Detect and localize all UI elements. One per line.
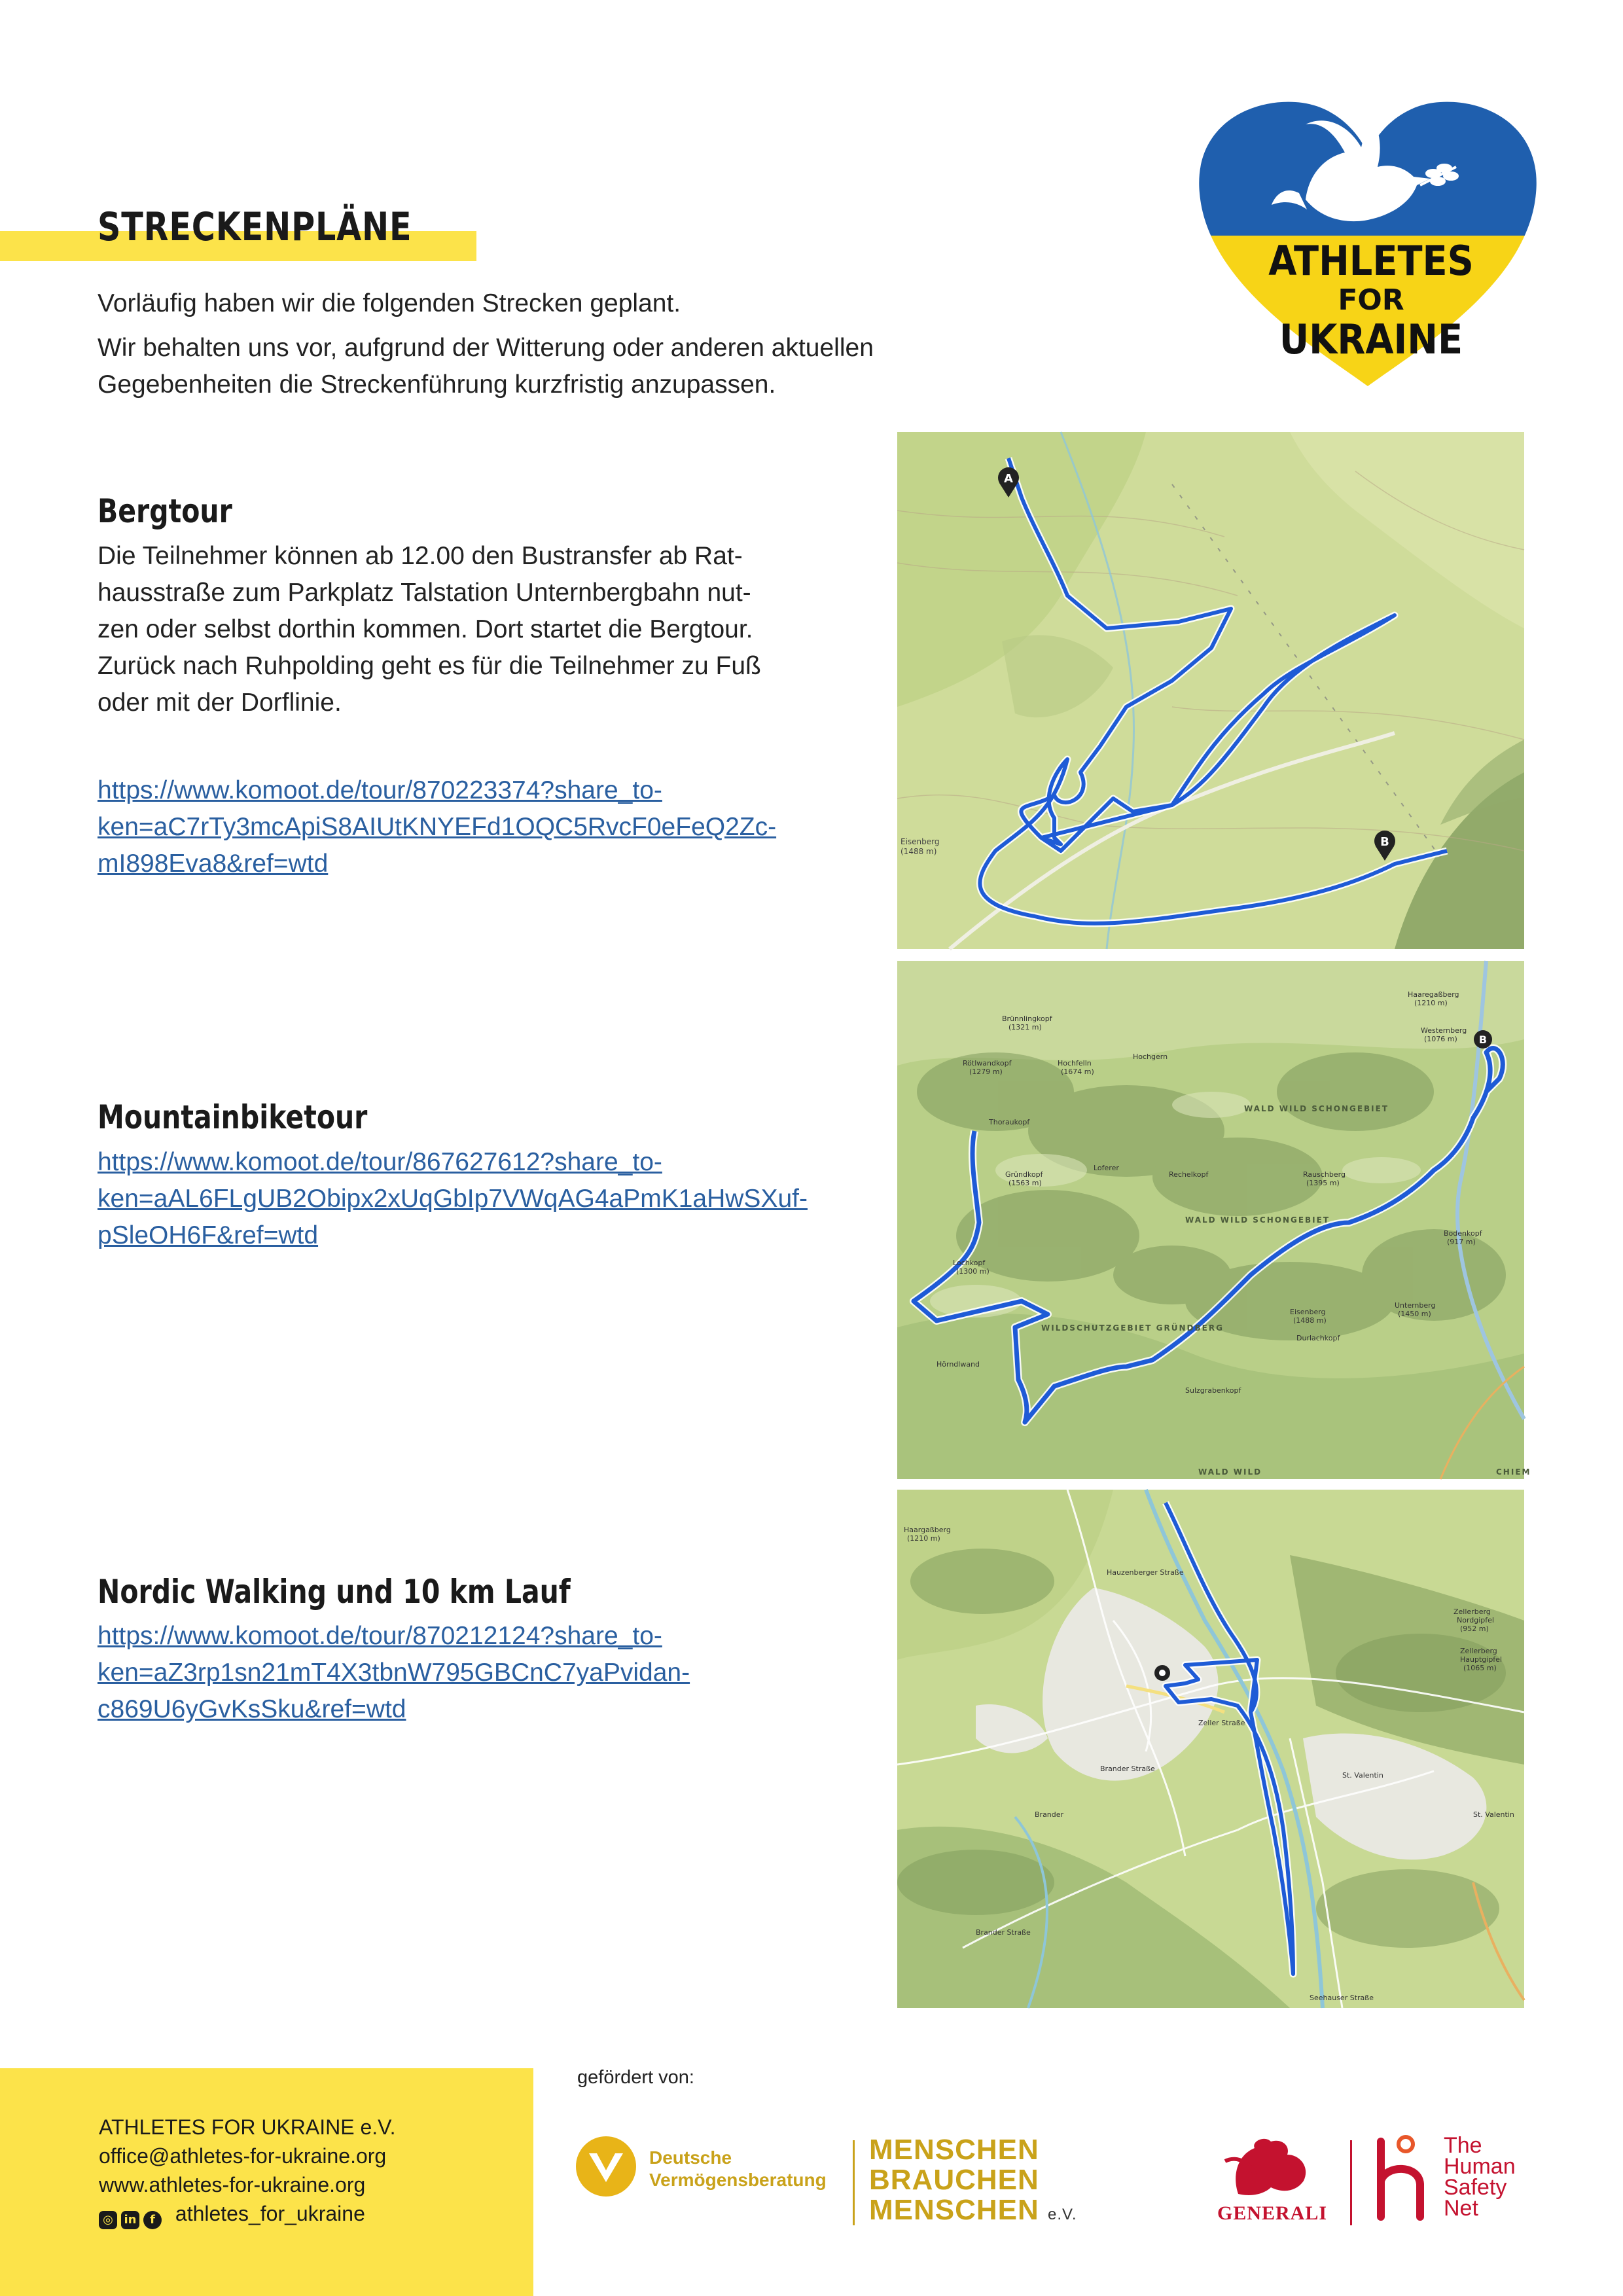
map3-label: (952 m) [1460, 1624, 1489, 1633]
logo-line3: UKRAINE [1279, 315, 1463, 363]
nordic-walking-link[interactable] [98, 1618, 690, 1728]
map2-label: (1321 m) [1008, 1023, 1042, 1031]
bergtour-line: oder mit der Dorflinie. [98, 689, 342, 717]
map2-label: Hochgern [1133, 1052, 1168, 1061]
svg-text:B: B [1478, 1033, 1488, 1046]
map3-label: Hauzenberger Straße [1107, 1568, 1184, 1577]
svg-text:B: B [1380, 835, 1389, 849]
footer-web[interactable]: www.athletes-for-ukraine.org [99, 2173, 366, 2197]
mountainbike-link-line[interactable]: https://www.komoot.de/tour/867627612?share_to- [98, 1148, 662, 1176]
map2-zone: CHIEM [1496, 1467, 1531, 1477]
map3-label: Brander [1035, 1810, 1064, 1819]
dvag-logo-text: Deutsche Vermögensberatung [649, 2147, 827, 2190]
bergtour-link[interactable] [98, 772, 776, 882]
map-bergtour [897, 432, 1524, 949]
nordic-walking-link-line[interactable]: ken=aZ3rp1sn21mT4X3tbnW795GBCnC7yaPvidan- [98, 1659, 690, 1687]
map3-label: (1210 m) [907, 1534, 940, 1543]
instagram-icon[interactable]: ◎ [99, 2211, 117, 2229]
footer-org: ATHLETES FOR UKRAINE e.V. [99, 2115, 396, 2139]
map2-label: Loferer [1094, 1164, 1119, 1172]
human-safety-net-text: The Human Safety Net [1444, 2133, 1516, 2221]
sponsors-label: gefördert von: [577, 2067, 694, 2088]
bergtour-line: hausstraße zum Parkplatz Talstation Unternbergbahn nut- [98, 579, 751, 607]
mountainbike-link[interactable] [98, 1144, 808, 1254]
map2-label: Hochfelln [1058, 1059, 1092, 1067]
bergtour-link-line[interactable]: ken=aC7rTy3mcApiS8AIUtKNYEFd1OQC5RvcF0eFeQ2Zc- [98, 813, 777, 841]
map-nordic-walking [897, 1490, 1524, 2008]
map2-label: (1488 m) [1293, 1316, 1327, 1325]
dvag-logo-icon [575, 2135, 637, 2198]
map2-label: Sulzgrabenkopf [1185, 1386, 1241, 1395]
footer-social-row [99, 2199, 395, 2229]
mountainbike-link-line[interactable]: ken=aAL6FLgUB2Obipx2xUqGbIp7VWqAG4aPmK1aHwSXuf- [98, 1185, 808, 1213]
intro-line: Vorläufig haben wir die folgenden Strecken geplant. [98, 289, 681, 317]
map3-label: Seehauser Straße [1310, 1994, 1374, 2002]
page-title: STRECKENPLÄNE [98, 204, 412, 250]
map3-label: Brander Straße [1100, 1765, 1155, 1773]
map2-label: (1450 m) [1398, 1310, 1431, 1318]
mbm-logo-text: MENSCHEN BRAUCHEN MENSCHEN e.V. [869, 2134, 1077, 2226]
map3-label: Brander Straße [976, 1928, 1031, 1937]
svg-text:A: A [1004, 472, 1013, 486]
map2-label: Brünnlingkopf [1002, 1014, 1052, 1023]
map2-label: Haaregaßberg [1408, 990, 1459, 999]
footer-contact-box [0, 2068, 533, 2296]
section-heading-bergtour: Bergtour [98, 492, 232, 530]
linkedin-icon[interactable]: in [121, 2211, 139, 2229]
map2-label: Bodenkopf [1444, 1229, 1482, 1238]
intro-line: Wir behalten uns vor, aufgrund der Witterung oder anderen aktuellen [98, 334, 874, 362]
map3-label: Zellerberg [1454, 1607, 1491, 1616]
generali-logo-text: GENERALI [1217, 2202, 1328, 2224]
map3-label: St. Valentin [1342, 1771, 1383, 1780]
sponsor-divider [853, 2140, 855, 2225]
logo-line2: FOR [1338, 283, 1404, 317]
map2-zone: WILDSCHUTZGEBIET GRÜNDBERG [1041, 1323, 1224, 1333]
footer-handle: athletes_for_ukraine [175, 2202, 365, 2225]
map2-label: Thoraukopf [989, 1118, 1030, 1126]
map3-label: Haargaßberg [904, 1526, 951, 1534]
map2-label: (1210 m) [1414, 999, 1448, 1007]
intro-text [98, 285, 874, 403]
bergtour-link-line[interactable]: mI898Eva8&ref=wtd [98, 850, 329, 878]
map2-label: Hörndlwand [936, 1360, 980, 1369]
map3-label: Zellerberg [1460, 1647, 1497, 1655]
bergtour-line: Die Teilnehmer können ab 12.00 den Bustransfer ab Rat- [98, 542, 743, 570]
map-mountainbike [897, 961, 1531, 1479]
mountainbike-link-line[interactable]: pSleOH6F&ref=wtd [98, 1221, 319, 1249]
map2-label: (1279 m) [969, 1067, 1003, 1076]
sponsor-divider [1350, 2140, 1352, 2225]
map2-label: Rechelkopf [1169, 1170, 1209, 1179]
map3-label: Nordgipfel [1457, 1616, 1494, 1624]
map2-label: Westernberg [1421, 1026, 1467, 1035]
logo-line1: ATHLETES [1268, 237, 1474, 285]
map2-label: Eisenberg [1290, 1308, 1326, 1316]
map2-label: Durlachkopf [1296, 1334, 1340, 1342]
generali-lion-icon [1219, 2135, 1317, 2200]
facebook-icon[interactable]: f [143, 2211, 162, 2229]
map2-label: Unternberg [1395, 1301, 1436, 1310]
nordic-walking-link-line[interactable]: c869U6yGvKsSku&ref=wtd [98, 1695, 406, 1723]
map2-label: (1300 m) [956, 1267, 990, 1276]
bergtour-line: zen oder selbst dorthin kommen. Dort startet die Bergtour. [98, 615, 753, 643]
map1-peak-alt: (1488 m) [901, 847, 937, 856]
footer-email[interactable]: office@athletes-for-ukraine.org [99, 2144, 387, 2168]
map3-label: Zeller Straße [1198, 1719, 1245, 1727]
bergtour-line: Zurück nach Ruhpolding geht es für die Teilnehmer zu Fuß [98, 652, 761, 680]
human-safety-net-icon [1373, 2135, 1432, 2220]
map2-label: Gründkopf [1005, 1170, 1043, 1179]
map1-peak-label: Eisenberg [901, 837, 940, 846]
map2-label: (1563 m) [1008, 1179, 1042, 1187]
map2-label: (1395 m) [1306, 1179, 1340, 1187]
map2-label: Rauschberg [1303, 1170, 1346, 1179]
athletes-for-ukraine-logo [1194, 95, 1541, 389]
map2-label: (917 m) [1447, 1238, 1476, 1246]
intro-line: Gegebenheiten die Streckenführung kurzfristig anzupassen. [98, 370, 776, 399]
map2-zone: WALD WILD SCHONGEBIET [1244, 1104, 1389, 1113]
section-heading-mountainbike: Mountainbiketour [98, 1098, 368, 1136]
nordic-walking-link-line[interactable]: https://www.komoot.de/tour/870212124?share_to- [98, 1622, 662, 1650]
map2-label: (1076 m) [1424, 1035, 1457, 1043]
map3-label: Hauptgipfel [1460, 1655, 1502, 1664]
route-marker-end [1474, 1030, 1492, 1049]
map3-label: (1065 m) [1463, 1664, 1497, 1672]
route-marker [1154, 1665, 1170, 1681]
map2-zone: WALD WILD SCHONGEBIET [1185, 1215, 1330, 1225]
map3-label: St. Valentin [1473, 1810, 1514, 1819]
section-heading-nordic-walking: Nordic Walking und 10 km Lauf [98, 1573, 571, 1611]
map2-label: (1674 m) [1061, 1067, 1094, 1076]
map2-label: Lochkopf [953, 1259, 986, 1267]
map2-zone: WALD WILD [1198, 1467, 1262, 1477]
bergtour-link-line[interactable]: https://www.komoot.de/tour/870223374?share_to- [98, 776, 662, 804]
bergtour-text [98, 538, 761, 721]
map2-label: Rötlwandkopf [963, 1059, 1012, 1067]
